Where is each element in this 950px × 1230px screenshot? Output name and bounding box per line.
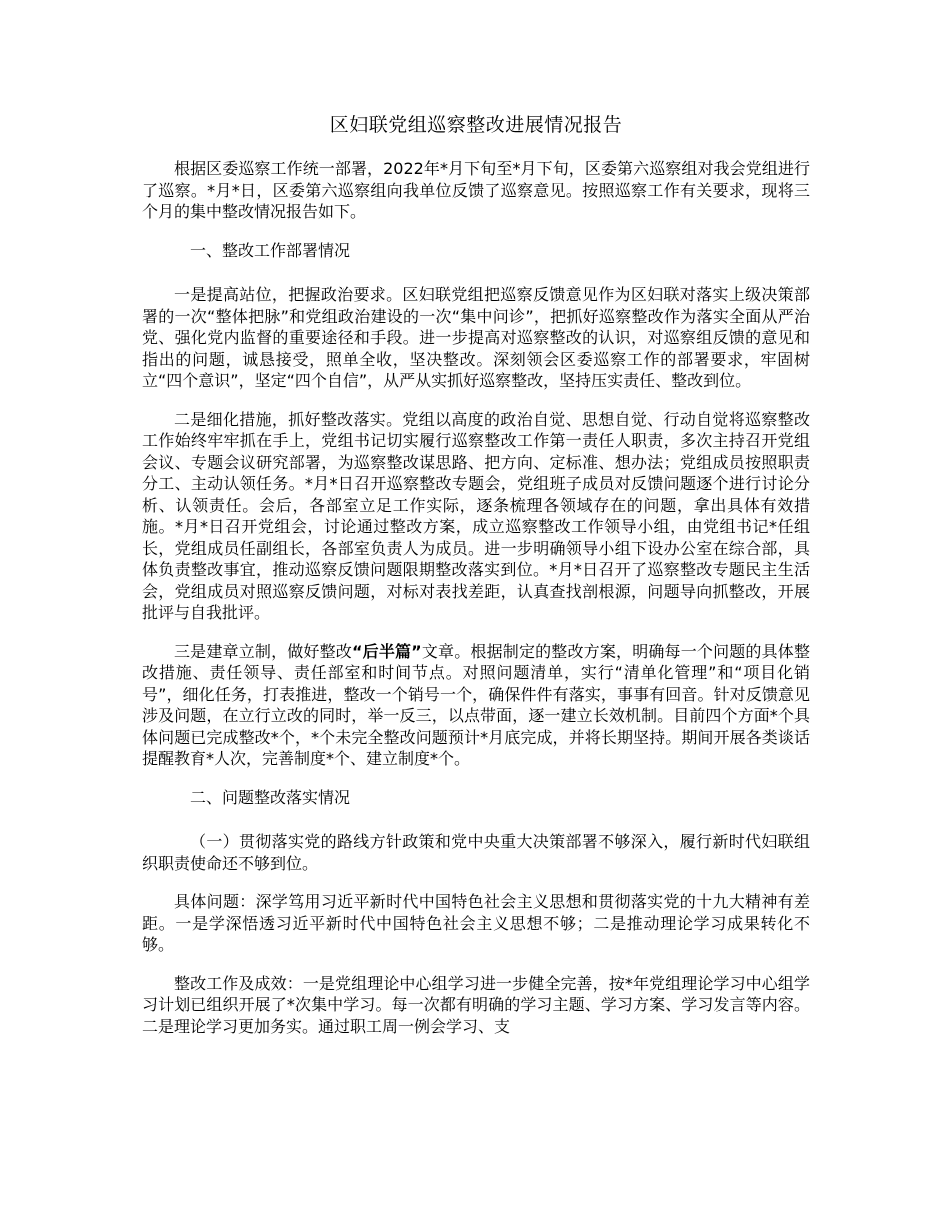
section-1-paragraph-2: 二是细化措施，抓好整改落实。党组以高度的政治自觉、思想自觉、行动自觉将巡察整改工作始终牢牢抓在手上，党组书记切实履行巡察整改工作第一责任人职责，多次主持召开党组会议、专题会议研究部署，为巡察整改谋思路、把方向、定标准、想办法；党组成员按照职责分工、主动认领任务。*月*日召开巡察整改专题会，党组班子成员对反馈问题逐个进行讨论分析、认领责任。会后，各部室立足工作实际，逐条梳理各领域存在的问题，拿出具体有效措施。*月*日召开党组会，讨论通过整改方案，成立巡察整改工作领导小组，由党组书记*任组长，党组成员任副组长，各部室负责人为成员。进一步明确领导小组下设办公室在综合部，具体负责整改事宜，推动巡察反馈问题限期整改落实到位。*月*日召开了巡察整改专题民主生活会，党组成员对照巡察反馈问题，对标对表找差距，认真查找剖根源，问题导向抓整改，开展批评与自我批评。: [142, 409, 810, 622]
section-1-paragraph-3-bold: “后半篇”: [351, 641, 422, 661]
section-1-heading: 一、整改工作部署情况: [190, 240, 351, 260]
section-1-paragraph-3-part-a: 三是建章立制，做好整改: [174, 641, 352, 661]
section-2-heading: 二、问题整改落实情况: [190, 787, 351, 807]
section-1-paragraph-3: [142, 641, 810, 770]
section-2-result-paragraph: 整改工作及成效：一是党组理论中心组学习进一步健全完善，按*年党组理论学习中心组学习计划已组织开展了*次集中学习。每一次都有明确的学习主题、学习方案、学习发言等内容。二是理论学习更加务实。通过职工周一例会学习、支: [142, 973, 810, 1036]
document-title: 区妇联党组巡察整改进展情况报告: [329, 114, 623, 136]
document-page: [142, 112, 810, 1037]
intro-paragraph: 根据区委巡察工作统一部署，2022年*月下旬至*月下旬，区委第六巡察组对我会党组进行了巡察。*月*日，区委第六巡察组向我单位反馈了巡察意见。按照巡察工作有关要求，现将三个月的集中整改情况报告如下。: [142, 159, 810, 221]
section-1-paragraph-3-part-b: 文章。根据制定的整改方案，明确每一个问题的具体整改措施、责任领导、责任部室和时间节点。对照问题清单，实行“清单化管理”和“项目化销号”，细化任务，打表推进，整改一个销号一个，确保件件有落实，事事有回音。针对反馈意见涉及问题，在立行立改的同时，举一反三，以点带面，逐一建立长效机制。目前四个方面*个具体问题已完成整改*个，*个未完全整改问题预计*月底完成，并将长期坚持。期间开展各类谈话提醒教育*人次，完善制度*个、建立制度*个。: [142, 641, 810, 768]
section-1-paragraph-1: 一是提高站位，把握政治要求。区妇联党组把巡察反馈意见作为区妇联对落实上级决策部署的一次“整体把脉”和党组政治建设的一次“集中问诊”，把抓好巡察整改作为落实全面从严治党、强化党内监督的重要途径和手段。进一步提高对巡察整改的认识，对巡察组反馈的意见和指出的问题，诚恳接受，照单全收，坚决整改。深刻领会区委巡察工作的部署要求，牢固树立“四个意识”，坚定“四个自信”，从严从实抓好巡察整改，坚持压实责任、整改到位。: [142, 285, 810, 390]
section-2-problem-paragraph: 具体问题：深学笃用习近平新时代中国特色社会主义思想和贯彻落实党的十九大精神有差距。一是学深悟透习近平新时代中国特色社会主义思想不够；二是推动理论学习成果转化不够。: [142, 892, 810, 954]
section-2-subheading-1: （一）贯彻落实党的路线方针政策和党中央重大决策部署不够深入，履行新时代妇联组织职责使命还不够到位。: [142, 832, 810, 873]
